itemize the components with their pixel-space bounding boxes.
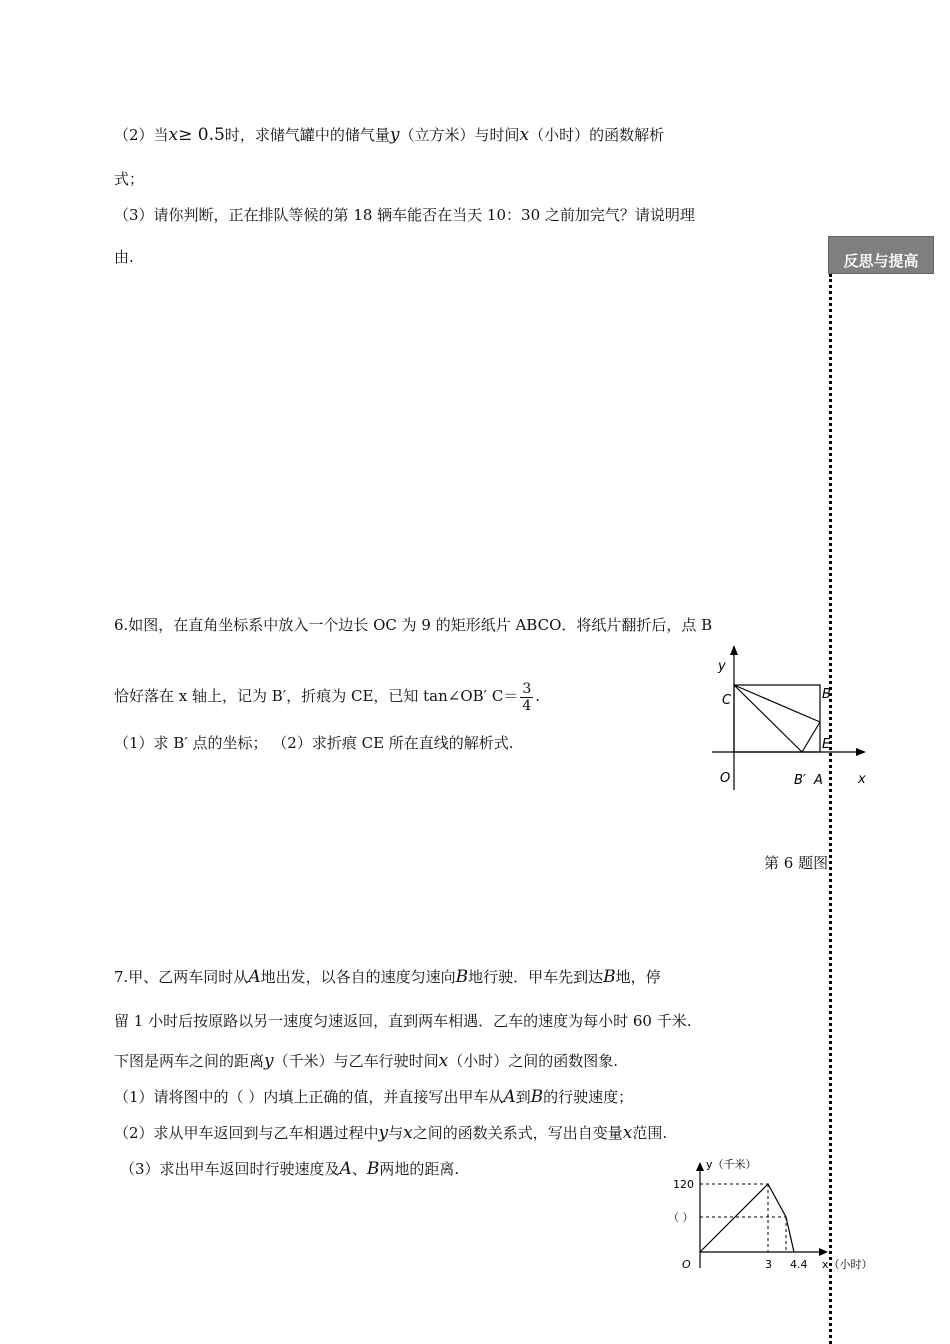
text: 下图是两车之间的距离 <box>114 1052 265 1070</box>
q5-part2-line <box>114 124 664 146</box>
label-b: B <box>822 687 831 702</box>
label-o: O <box>720 771 731 786</box>
text: 地行驶．甲车先到达 <box>468 968 604 986</box>
tick-blank: （ ） <box>668 1211 694 1224</box>
q6-figure <box>700 640 870 800</box>
q7-figure <box>668 1150 878 1280</box>
q5-part2-line2: 式； <box>114 170 145 188</box>
tick-120: 120 <box>673 1178 694 1191</box>
label-o: O <box>682 1258 691 1271</box>
text: （小时）的函数解析 <box>529 126 665 144</box>
q7-line4 <box>114 1086 633 1108</box>
label-a: A <box>814 773 823 788</box>
label-x: x（小时） <box>822 1258 873 1271</box>
label-x: x <box>858 772 866 787</box>
label-b-prime: B′ <box>794 773 806 788</box>
text: （3）求出甲车返回时行驶速度及 <box>120 1160 340 1178</box>
math-b: B <box>603 967 616 987</box>
q6-caption: 第 6 题图 <box>764 854 829 872</box>
label-c: C <box>722 693 732 708</box>
segment-cb-prime <box>734 685 802 752</box>
text: 恰好落在 x 轴上，记为 B′，折痕为 CE，已知 tan∠OB′ C＝ <box>114 687 519 705</box>
text: 的行驶速度； <box>543 1088 634 1106</box>
math-b: B <box>530 1087 544 1107</box>
fold-ce <box>734 685 820 722</box>
text: 之间的函数关系式，写出自变量 <box>412 1124 623 1142</box>
text: （1）请将图中的（ ）内填上正确的值，并直接写出甲车从 <box>114 1088 504 1106</box>
q6-line3: （1）求 B′ 点的坐标； （2）求折痕 CE 所在直线的解析式. <box>114 734 514 752</box>
y-axis-arrow <box>696 1162 704 1171</box>
tick-3: 3 <box>765 1258 772 1271</box>
math-x: x <box>168 125 179 145</box>
text: 、 <box>351 1160 367 1178</box>
rectangle-abco <box>734 685 820 752</box>
y-axis-arrow <box>730 645 738 655</box>
q7-line3 <box>114 1050 618 1072</box>
reflection-tab-label: 反思与提高 <box>843 252 919 270</box>
tick-44: 4.4 <box>790 1258 808 1271</box>
q7-line6 <box>120 1158 459 1180</box>
math-x: x <box>519 125 530 145</box>
segment-b-prime-e <box>802 722 820 752</box>
text: 到 <box>515 1088 531 1106</box>
math-a: A <box>339 1159 352 1179</box>
text: （立方米）与时间 <box>399 126 520 144</box>
math-b: B <box>366 1159 380 1179</box>
q6-line1: 6.如图，在直角坐标系中放入一个边长 OC 为 9 的矩形纸片 ABCO．将纸片翻折后，点 B <box>114 616 713 634</box>
text: . <box>535 687 541 705</box>
label-y: y（千米） <box>706 1158 757 1171</box>
text: 地，停 <box>615 968 661 986</box>
reflection-tab <box>828 236 934 274</box>
text: 时，求储气罐中的储气量 <box>224 126 390 144</box>
x-axis-arrow <box>819 1248 828 1256</box>
q7-line2: 留 1 小时后按原路以另一速度匀速返回，直到两车相遇．乙车的速度为每小时 60 千米. <box>114 1012 692 1030</box>
math-ge: ≥ 0.5 <box>178 125 225 145</box>
label-y: y <box>718 659 726 674</box>
math-a: A <box>248 967 261 987</box>
q5-part3-line2: 由. <box>114 248 134 266</box>
text: 与 <box>388 1124 404 1142</box>
fraction-denominator: 4 <box>522 697 532 714</box>
text: （千米）与乙车行驶时间 <box>273 1052 439 1070</box>
text: 两地的距离. <box>379 1160 460 1178</box>
math-b: B <box>455 967 469 987</box>
math-x: x <box>438 1051 449 1071</box>
fraction <box>520 681 533 714</box>
text: 范围. <box>632 1124 668 1142</box>
math-y: y <box>378 1123 389 1143</box>
q6-line2 <box>114 676 540 716</box>
x-axis-arrow <box>856 748 866 756</box>
math-y: y <box>389 125 400 145</box>
q7-line5 <box>114 1122 667 1144</box>
fraction-numerator: 3 <box>522 680 532 697</box>
math-x: x <box>403 1123 413 1143</box>
text: 7.甲、乙两车同时从 <box>114 968 249 986</box>
text: （2）当 <box>114 126 169 144</box>
math-a: A <box>503 1087 516 1107</box>
q7-line1 <box>114 966 661 988</box>
text: （2）求从甲车返回到与乙车相遇过程中 <box>114 1124 379 1142</box>
math-y: y <box>264 1051 274 1071</box>
text: （小时）之间的函数图象. <box>448 1052 619 1070</box>
math-x: x <box>622 1123 633 1143</box>
label-e: E <box>822 737 831 752</box>
distance-graph <box>700 1184 794 1252</box>
q5-part3-line: （3）请你判断，正在排队等候的第 18 辆车能否在当天 10：30 之前加完气？请说明理 <box>114 206 695 224</box>
text: 地出发，以各自的速度匀速向 <box>260 968 456 986</box>
